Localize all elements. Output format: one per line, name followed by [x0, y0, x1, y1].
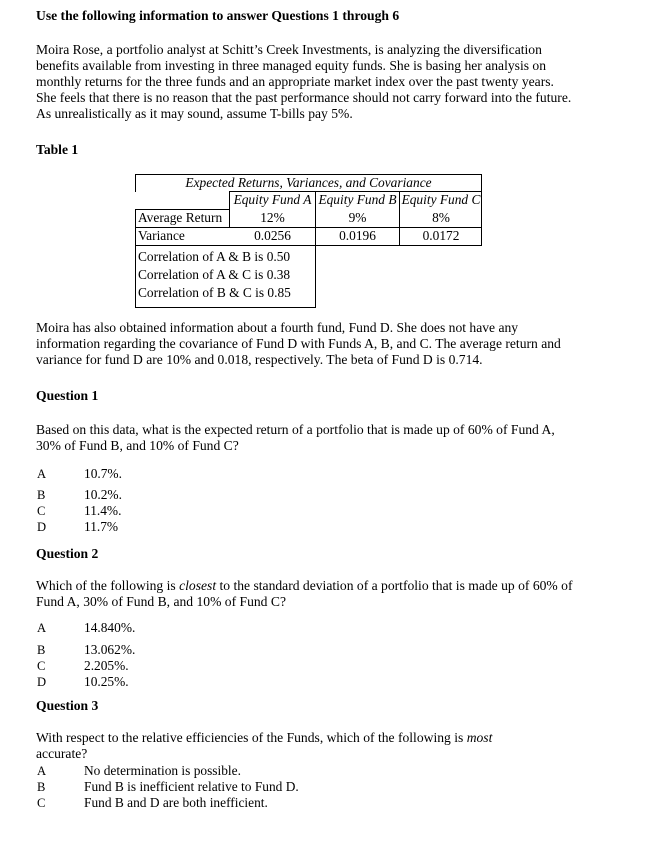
table-cell: 0.0196	[339, 228, 376, 243]
fund-d-line: variance for fund D are 10% and 0.018, respectively. The beta of Fund D is 0.714.	[36, 352, 483, 367]
column-header: Equity Fund B	[318, 192, 397, 207]
option-letter: A	[37, 467, 47, 481]
option-text: Fund B is inefficient relative to Fund D.	[84, 779, 299, 794]
option-text: 11.7%	[84, 519, 119, 534]
table-label: Table 1	[36, 142, 79, 157]
row-label: Variance	[138, 228, 185, 243]
question-line: 30% of Fund B, and 10% of Fund C?	[36, 438, 239, 453]
intro-line: benefits available from investing in three managed equity funds. She is basing her analysis on	[36, 58, 547, 73]
option-letter: C	[37, 659, 46, 673]
question-line: Based on this data, what is the expected return of a portfolio that is made up of 60% of Fund A,	[36, 422, 555, 437]
intro-paragraph	[36, 42, 596, 122]
option-letter: A	[37, 621, 47, 635]
option-letter: D	[37, 520, 47, 534]
fund-d-line: information regarding the covariance of Fund D with Funds A, B, and C. The average return and	[36, 336, 561, 351]
question-line	[36, 730, 596, 746]
table-cell: 0.0256	[254, 228, 291, 243]
option-letter: B	[37, 780, 46, 794]
question-text	[36, 422, 596, 454]
option-text: 10.25%.	[84, 674, 129, 689]
correlation-text: Correlation of A & C is 0.38	[138, 267, 291, 282]
data-table	[135, 174, 482, 314]
option-letter: C	[37, 796, 46, 810]
table-title: Expected Returns, Variances, and Covariance	[185, 175, 432, 190]
intro-line: Moira Rose, a portfolio analyst at Schitt’s Creek Investments, is analyzing the diversification	[36, 42, 542, 57]
question-emphasis: most	[466, 730, 493, 745]
option-letter: C	[37, 504, 46, 518]
question-line: accurate?	[36, 746, 88, 761]
question-title: Question 1	[36, 388, 99, 403]
question-text-part: Which of the following is	[36, 578, 180, 593]
option-letter: D	[37, 675, 47, 689]
table-cell: 9%	[348, 210, 367, 225]
question-text	[36, 578, 596, 610]
question-line: Fund A, 30% of Fund B, and 10% of Fund C?	[36, 594, 286, 609]
option-text: Fund B and D are both inefficient.	[84, 795, 268, 810]
option-text: 10.2%.	[84, 487, 122, 502]
question-text	[36, 730, 596, 762]
option-text: 10.7%.	[84, 466, 122, 481]
option-text: No determination is possible.	[84, 763, 241, 778]
row-label: Average Return	[138, 210, 223, 225]
option-text: 14.840%.	[84, 620, 136, 635]
question-text-part: to the standard deviation of a portfolio that is made up of 60% of	[216, 578, 573, 593]
correlation-text: Correlation of A & B is 0.50	[138, 249, 291, 264]
question-title: Question 3	[36, 698, 99, 713]
fund-d-line: Moira has also obtained information about a fourth fund, Fund D. She does not have any	[36, 320, 519, 335]
option-text: 11.4%.	[84, 503, 122, 518]
option-letter: B	[37, 643, 46, 657]
intro-line: As unrealistically as it may sound, assume T-bills pay 5%.	[36, 106, 353, 121]
option-text: 13.062%.	[84, 642, 136, 657]
column-header: Equity Fund C	[401, 192, 481, 207]
table-cell: 8%	[432, 210, 450, 225]
column-header: Equity Fund A	[233, 192, 312, 207]
intro-line: She feels that there is no reason that the past performance should not carry forward into the future.	[36, 90, 572, 105]
option-text: 2.205%.	[84, 658, 129, 673]
option-letter: A	[37, 764, 47, 778]
table-cell: 0.0172	[422, 228, 460, 243]
question-line	[36, 578, 596, 594]
table-cell: 12%	[260, 210, 285, 225]
intro-line: monthly returns for the three funds and an appropriate market index over the past twenty years.	[36, 74, 554, 89]
section-header: Use the following information to answer Questions 1 through 6	[36, 8, 400, 23]
correlation-text: Correlation of B & C is 0.85	[138, 285, 291, 300]
fund-d-paragraph	[36, 320, 596, 368]
question-emphasis: closest	[179, 578, 217, 593]
question-text-part: With respect to the relative efficiencies of the Funds, which of the following is	[36, 730, 467, 745]
question-title: Question 2	[36, 546, 99, 561]
option-letter: B	[37, 488, 46, 502]
